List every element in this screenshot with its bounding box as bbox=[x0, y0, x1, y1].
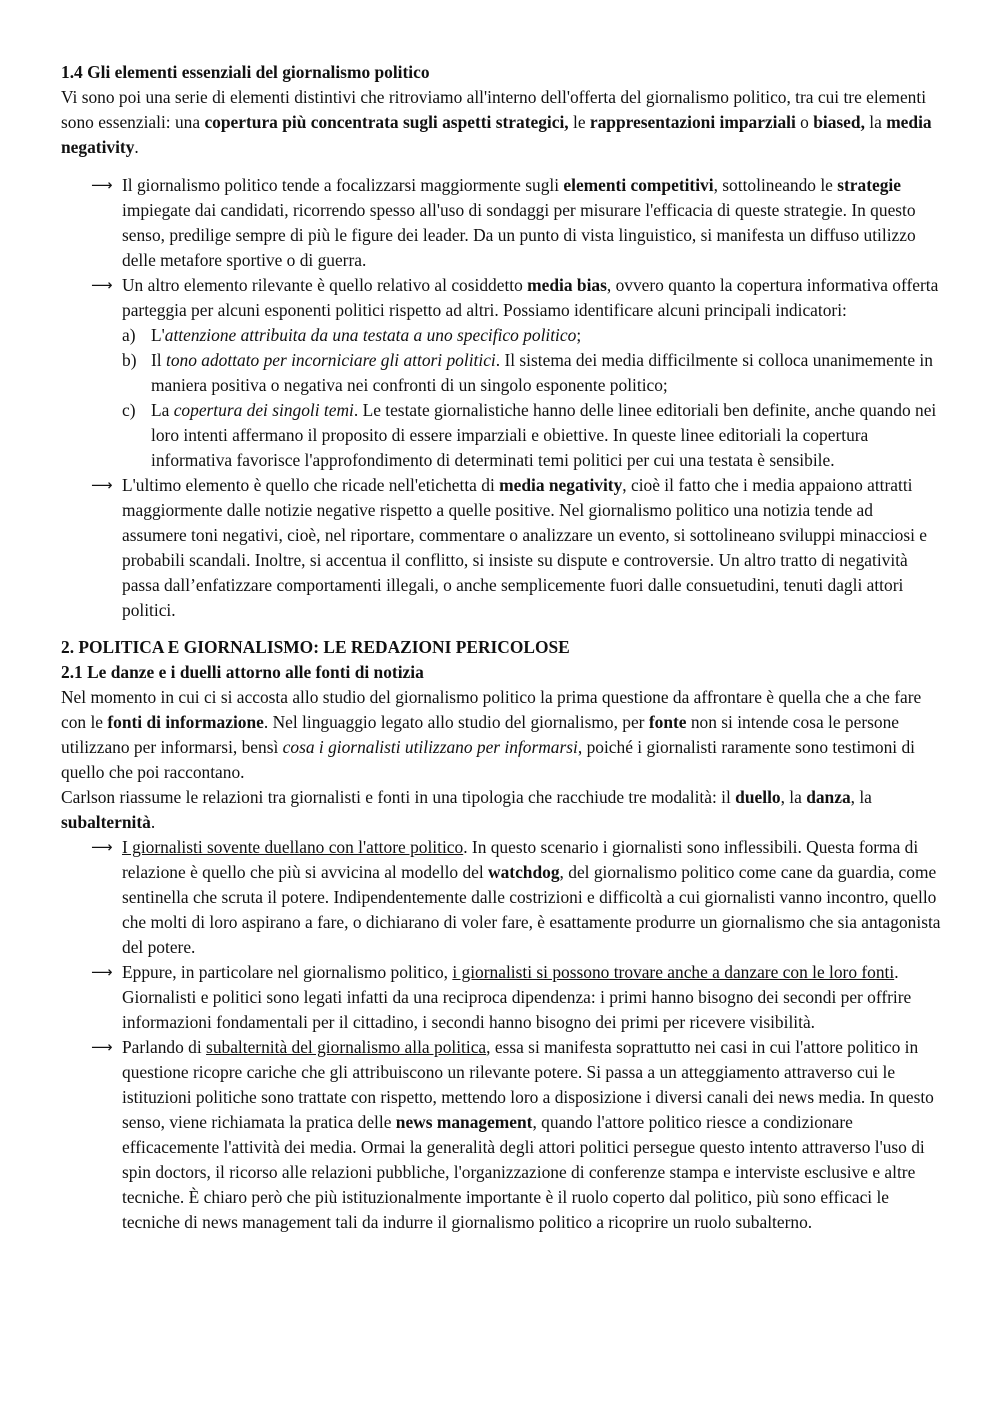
list-item: ⟶ Il giornalismo politico tende a focalizzarsi maggiormente sugli elementi competitivi, sottolineando le strategie impiegate dai candidati, ricorrendo spesso all'uso di sondaggi per misurare l'efficacia di queste strategie. In questo senso, predilige sempre di più le figure dei leader. Da un punto di vista linguistico, si manifesta un diffuso utilizzo delle metafore sportive o di guerra. bbox=[91, 175, 916, 270]
carlson-paragraph: Carlson riassume le relazioni tra giornalisti e fonti in una tipologia che racchiude tre modalità: il duello, la danza, la subalternità. bbox=[61, 787, 872, 832]
arrow-right-icon: ⟶ bbox=[91, 276, 113, 294]
list-marker: a) bbox=[122, 325, 136, 345]
list-item: c) La copertura dei singoli temi. Le testate giornalistiche hanno delle linee editoriali ben definite, anche quando nei loro intenti affermano il proposito di essere imparziali e obiettive. In queste linee editoriali la copertura informativa favorisce l'approfondimento di determinati temi politici per cui una testata è sensibile. bbox=[122, 400, 937, 470]
arrow-right-icon: ⟶ bbox=[91, 838, 113, 856]
list-item: ⟶ Eppure, in particolare nel giornalismo politico, i giornalisti si possono trovare anche a danzare con le loro fonti. Giornalisti e politici sono legati infatti da una reciproca dipendenza: i primi hanno bisogno dei secondi per offrire informazioni fondamentali per il cittadino, i secondi hanno bisogno dei primi per ricevere visibilità. bbox=[91, 962, 912, 1032]
arrow-right-icon: ⟶ bbox=[91, 176, 113, 194]
section-1-4-title: 1.4 Gli elementi essenziali del giornalismo politico bbox=[61, 62, 430, 82]
document-page bbox=[61, 60, 941, 1235]
list-item: ⟶ Un altro elemento rilevante è quello relativo al cosiddetto media bias, ovvero quanto la copertura informativa offerta parteggia per alcuni esponenti politici rispetto ad altri. Possiamo identificare alcuni principali indicatori: a) L'attenzione attribuita da una testata a uno specifico politico; b) Il tono adottato per incorniciare gli attori politici. Il sistema dei media difficilmente si colloca unanimemente in maniera positiva o negativa nei confronti di un singolo esponente politico; c) La copertura dei singoli temi. Le testate giornalistiche hanno delle linee editoriali ben definite, anche quando nei loro intenti affermano il proposito di essere imparziali e obiettive. In queste linee editoriali la copertura informativa favorisce l'approfondimento di determinati temi politici per cui una testata è sensibile. bbox=[61, 273, 941, 473]
section-2-1-title: 2.1 Le danze e i duelli attorno alle fonti di notizia bbox=[61, 662, 424, 682]
section-1-4-list bbox=[61, 173, 941, 623]
list-item: ⟶ Parlando di subalternità del giornalismo alla politica, essa si manifesta soprattutto nei casi in cui l'attore politico in questione ricopre cariche che gli attribuiscono un rilevante potere. Si passa a un atteggiamento attraverso cui le istituzioni politiche sono trattate con rispetto, mettendo loro a disposizione i diversi canali dei news media. In questo senso, viene richiamata la pratica delle news management, quando l'attore politico riesce a condizionare efficacemente l'attività dei media. Ormai la generalità degli attori politici persegue questo intento attraverso l'uso di spin doctors, il ricorso alle relazioni pubbliche, l'organizzazione di conferenze stampa e interviste esclusive e altre tecniche. È chiaro però che più istituzionalmente importante è il ruolo coperto dal politico, più sono efficaci le tecniche di news management tali da indurre il giornalismo politico a ricoprire un ruolo subalterno. bbox=[91, 1037, 934, 1232]
arrow-right-icon: ⟶ bbox=[91, 1038, 113, 1056]
section-2-1-paragraph: Nel momento in cui ci si accosta allo studio del giornalismo politico la prima questione da affrontare è quella che a che fare con le fonti di informazione. Nel linguaggio legato allo studio del giornalismo, per fonte non si intende cosa le persone utilizzano per informarsi, bensì cosa i giornalisti utilizzano per informarsi, poiché i giornalisti raramente sono testimoni di quello che poi raccontano. bbox=[61, 687, 922, 782]
indicator-list bbox=[122, 323, 941, 473]
section-1-4-intro: Vi sono poi una serie di elementi distintivi che ritroviamo all'interno dell'offerta del giornalismo politico, tra cui tre elementi sono essenziali: una copertura più concentrata sugli aspetti strategici, le rappresentazioni imparziali o biased, la media negativity. bbox=[61, 87, 932, 157]
list-item: ⟶ L'ultimo elemento è quello che ricade nell'etichetta di media negativity, cioè il fatto che i media appaiono attratti maggiormente dalle notizie negative rispetto a quelle positive. Nel giornalismo politico una notizia tende ad assumere toni negativi, cioè, nel riportare, commentare o analizzare un evento, si sottolineano sviluppi minacciosi e probabili scandali. Inoltre, si accentua il conflitto, si insiste su dispute e controversie. Un altro tratto di negatività passa dall’enfatizzare comportamenti illegali, o anche semplicemente fuori dalle consuetudini, tenuti dagli attori politici. bbox=[91, 475, 928, 620]
list-item: b) Il tono adottato per incorniciare gli attori politici. Il sistema dei media difficilmente si colloca unanimemente in maniera positiva o negativa nei confronti di un singolo esponente politico; bbox=[122, 350, 933, 395]
section-2-1-list bbox=[61, 835, 941, 1235]
arrow-right-icon: ⟶ bbox=[91, 476, 113, 494]
arrow-right-icon: ⟶ bbox=[91, 963, 113, 981]
list-item: a) L'attenzione attribuita da una testata a uno specifico politico; bbox=[122, 323, 941, 348]
list-marker: b) bbox=[122, 350, 137, 370]
list-marker: c) bbox=[122, 400, 136, 420]
section-2-title: 2. POLITICA E GIORNALISMO: LE REDAZIONI PERICOLOSE bbox=[61, 637, 570, 657]
list-item: ⟶ I giornalisti sovente duellano con l'attore politico. In questo scenario i giornalisti sono inflessibili. Questa forma di relazione è quello che più si avvicina al modello del watchdog, del giornalismo politico come cane da guardia, come sentinella che scruta il potere. Indipendentemente dalle costrizioni e difficoltà a cui giornalisti vanno incontro, quello che molti di loro aspirano a fare, o dichiarano di voler fare, è esattamente produrre un giornalismo che sia antagonista del potere. bbox=[91, 837, 941, 957]
